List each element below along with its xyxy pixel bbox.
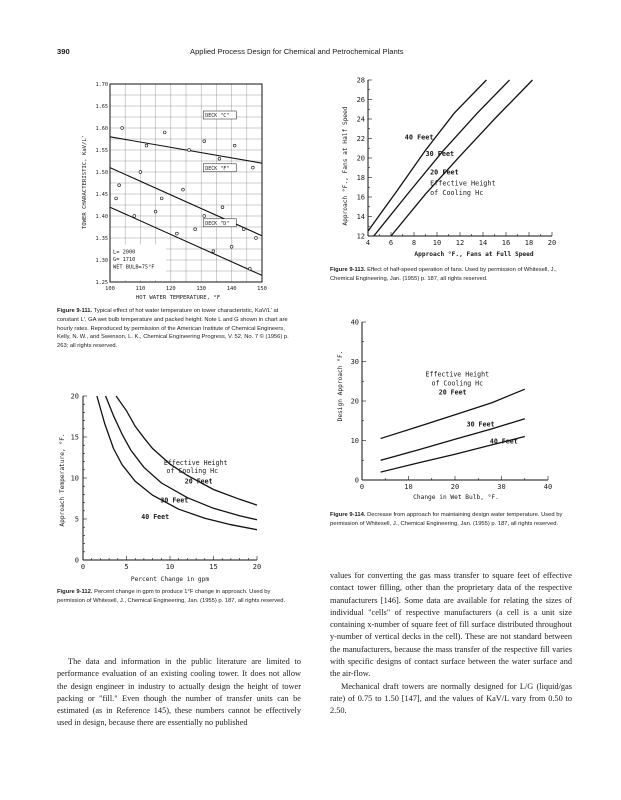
- paragraph: values for converting the gas mass transfer to square feet of effective contact tower filling, other than the proprietary data of the respective manufacturers [146]. Some data are available for relating the sizes of individual "cells" of respective manufacturers (a cell is a unit size containing x-number of square feet of fill surface distributed throughout y-number of vertical decks in the cell). These are not standard between the manufacturers, because the mass transfer of the respective fill varies with specific designs of contact surface between the water surface and the air-flow.: [330, 571, 572, 679]
- series-curve: [116, 396, 257, 505]
- y-tick-label: 22: [356, 135, 365, 143]
- note-text: Effective Height: [425, 370, 490, 379]
- data-point: [188, 149, 191, 152]
- y-tick-label: 10: [350, 437, 359, 445]
- y-tick-label: 20: [356, 154, 365, 163]
- data-point: [133, 215, 136, 218]
- curve-label: 40 Feet: [141, 513, 170, 521]
- data-point: [221, 206, 224, 209]
- figure-9-112: [55, 388, 275, 584]
- curve-label: 20 Feet: [184, 477, 213, 486]
- curve-label: 30 Feet: [466, 420, 495, 429]
- x-tick-label: 20: [252, 563, 262, 571]
- deck-label: DECK "C": [205, 113, 230, 119]
- y-tick-label: 20: [70, 392, 79, 401]
- fig111-x-axis-label: HOT WATER TEMPERATURE, °F: [135, 295, 221, 301]
- curve-label: 30 Feet: [160, 496, 189, 505]
- data-point: [121, 127, 124, 130]
- y-tick-label: 26: [356, 96, 365, 104]
- fig113-caption-label: Figure 9-113.: [330, 267, 366, 273]
- y-tick-label: 1.50: [95, 170, 108, 176]
- fig113-y-axis-label: Approach °F., Fans at Half Speed: [342, 106, 349, 226]
- x-tick-label: 10: [404, 483, 413, 491]
- y-tick-label: 5: [74, 515, 79, 524]
- fig112-y-axis-label: Approach Temperature, °F.: [59, 433, 66, 527]
- legend-text: WET BULB=75°F: [113, 264, 155, 271]
- fig112-x-axis-label: Percent Change in gpm: [130, 576, 210, 583]
- x-tick-label: 6: [388, 239, 394, 247]
- fig112-caption-text: Percent change in gpm to produce 1°F change in approach. Used by permission of Whitesell, J., Chemical Engineering, Jan. (1955) p. 187, all rights reserved.: [57, 589, 286, 604]
- fig112-caption: [57, 588, 297, 606]
- series-line: [391, 80, 533, 236]
- data-point: [255, 237, 258, 240]
- paragraph: Mechanical draft towers are normally designed for L/G (liquid/gas rate) of 0.75 to 1.50 [147], and the values of KaV/L vary from 0.50 to 2.50.: [330, 681, 572, 716]
- x-tick-label: 130: [196, 286, 207, 292]
- y-tick-label: 40: [350, 318, 359, 327]
- data-point: [203, 140, 206, 143]
- y-tick-label: 20: [350, 397, 359, 406]
- y-tick-label: 1.25: [95, 280, 108, 286]
- y-tick-label: 10: [70, 474, 79, 483]
- data-point: [160, 197, 163, 200]
- running-title: Applied Process Design for Chemical and Petrochemical Plants: [190, 47, 404, 56]
- y-tick-label: 1.45: [95, 192, 108, 198]
- x-tick-label: 18: [524, 239, 534, 247]
- fig114-caption-text: Decrease from approach for maintaining design water temperature. Used by permission of Whitesell, J., Chemical Engineering, Jan. (1955) p. 187, all rights reserved.: [330, 512, 563, 527]
- fig114-caption: [330, 511, 570, 529]
- page-number: 390: [57, 47, 70, 56]
- curve-label: 20 Feet: [438, 388, 467, 397]
- x-tick-label: 150: [257, 286, 267, 292]
- curve-label: 40 Feet: [404, 133, 434, 142]
- fig111-y-axis-label: TOWER CHARACTERISTIC, KaV/L': [82, 134, 88, 230]
- data-point: [163, 131, 166, 134]
- data-point: [233, 144, 236, 147]
- figure-9-111-chart: [76, 78, 276, 302]
- data-point: [182, 188, 185, 191]
- curve-label: 20 Feet: [430, 168, 459, 177]
- data-point: [115, 197, 118, 200]
- x-tick-label: 4: [365, 239, 371, 247]
- x-tick-label: 15: [209, 563, 218, 571]
- y-tick-label: 1.30: [95, 258, 108, 264]
- x-tick-label: 30: [497, 483, 506, 491]
- data-point: [251, 166, 254, 169]
- x-tick-label: 20: [450, 483, 460, 491]
- fig114-y-axis-label: Design Approach °F.: [337, 350, 344, 422]
- curve-label: 30 Feet: [425, 150, 455, 159]
- y-tick-label: 0: [74, 556, 79, 565]
- fig114-caption-label: Figure 9-114.: [330, 512, 366, 518]
- y-tick-label: 1.35: [95, 236, 108, 242]
- paragraph: The data and information in the public literature are limited to performance evaluation of an existing cooling tower. It does not allow the design engineer in industry to actually design the height of tower packing or "fill." Even though the number of transfer units can be estimated (as in Reference 145), these numbers cannot be effectively used in design, because there are essentially no published: [57, 657, 301, 728]
- x-tick-label: 12: [455, 239, 465, 247]
- y-tick-label: 16: [356, 193, 365, 202]
- data-point: [218, 157, 221, 160]
- data-point: [154, 210, 157, 213]
- deck-label: DECK "F": [205, 165, 230, 172]
- data-point: [242, 228, 245, 231]
- data-point: [139, 171, 142, 174]
- figure-9-113: [338, 76, 568, 258]
- y-tick-label: 14: [356, 213, 365, 221]
- fig111-caption-text: Typical effect of hot water temperature on tower characteristic, KaV/L' at constant L', GA wet bulb temperature and packed height. Note L and G shown in chart are hourly rates. Reproduced by permission of the American Institute of Chemical Engineers, Kelly, N. W., and Swenson, L. K., Chemical Engineering Progress, V. 52, No. 7 © (1956) p. 263; all rights reserved.: [57, 308, 289, 350]
- y-tick-label: 1.40: [95, 214, 108, 220]
- note-text: of Cooling Hc: [430, 189, 484, 198]
- y-tick-label: 1.55: [95, 148, 108, 154]
- y-tick-label: 0: [354, 476, 359, 485]
- fig113-caption-text: Effect of half-speed operation of fans. Used by permission of Whitesell, J., Chemical Engineering, Jan. (1955) p. 187, all rights reserved.: [330, 267, 557, 282]
- note-text: of Cooling Hc: [166, 467, 219, 476]
- legend-text: L= 2000: [113, 249, 136, 256]
- x-tick-label: 100: [105, 286, 115, 292]
- note-text: Effective Height: [163, 458, 228, 467]
- fig114-x-axis-label: Change in Wet Bulb, °F.: [413, 494, 499, 501]
- y-tick-label: 18: [356, 174, 365, 182]
- figure-9-113-chart: [338, 76, 568, 258]
- curve-label: 40 Feet: [489, 437, 518, 446]
- fig113-x-axis-label: Approach °F., Fans at Full Speed: [414, 251, 534, 258]
- y-tick-label: 15: [70, 433, 79, 442]
- x-tick-label: 20: [547, 239, 557, 247]
- fig112-caption-label: Figure 9-112.: [57, 589, 93, 595]
- x-tick-label: 10: [165, 563, 175, 571]
- data-point: [175, 232, 178, 235]
- fig111-caption: [57, 307, 297, 351]
- x-tick-label: 8: [411, 239, 417, 247]
- note-text: Effective Height: [430, 179, 496, 188]
- y-tick-label: 28: [356, 76, 365, 85]
- x-tick-label: 140: [226, 286, 237, 292]
- x-tick-label: 5: [124, 563, 129, 571]
- data-point: [145, 144, 148, 147]
- x-tick-label: 14: [478, 239, 488, 247]
- note-text: of Cooling Hc: [431, 379, 484, 388]
- figure-9-112-chart: [55, 388, 275, 584]
- data-point: [212, 250, 215, 253]
- x-tick-label: 10: [432, 239, 442, 247]
- x-tick-label: 16: [501, 239, 511, 247]
- y-tick-label: 1.70: [95, 82, 108, 88]
- y-tick-label: 12: [356, 232, 365, 241]
- right-body-text: [330, 570, 572, 718]
- y-tick-label: 30: [350, 358, 359, 366]
- legend-text: G= 1710: [113, 256, 136, 263]
- data-point: [194, 228, 197, 231]
- x-tick-label: 110: [135, 286, 146, 292]
- x-tick-label: 0: [80, 563, 86, 571]
- figure-9-114: [332, 314, 562, 504]
- figure-9-114-chart: [332, 314, 562, 504]
- y-tick-label: 1.60: [95, 126, 108, 132]
- figure-9-111: [76, 78, 276, 302]
- y-tick-label: 24: [356, 115, 365, 124]
- left-body-text: [57, 656, 301, 730]
- x-tick-label: 0: [359, 483, 365, 491]
- data-point: [230, 245, 233, 248]
- x-tick-label: 40: [543, 483, 553, 491]
- fig111-caption-label: Figure 9-111.: [57, 308, 93, 314]
- data-point: [248, 267, 251, 270]
- fig113-caption: [330, 266, 570, 284]
- data-point: [203, 215, 206, 218]
- data-point: [118, 184, 121, 187]
- deck-label: DECK "D": [205, 220, 230, 227]
- x-tick-label: 120: [165, 286, 176, 292]
- y-tick-label: 1.65: [95, 104, 108, 110]
